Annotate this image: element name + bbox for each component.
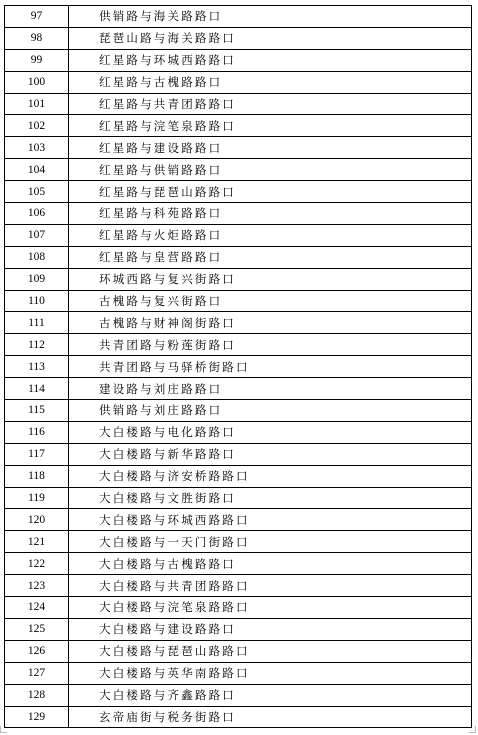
table-row <box>5 421 472 443</box>
table-row <box>5 159 472 181</box>
intersection-name-cell: 红星路与古槐路路口 <box>69 71 472 93</box>
row-number-cell: 123 <box>5 575 69 597</box>
table-row <box>5 684 472 706</box>
row-number-cell: 97 <box>5 6 69 28</box>
table-row <box>5 509 472 531</box>
row-number-cell: 100 <box>5 71 69 93</box>
table-row <box>5 27 472 49</box>
intersection-name-cell: 红星路与建设路路口 <box>69 137 472 159</box>
page-corner-mark-left <box>0 726 7 733</box>
intersection-name-cell: 大白楼路与环城西路路口 <box>69 509 472 531</box>
intersection-name-cell: 红星路与皇营路路口 <box>69 246 472 268</box>
intersection-name-cell: 琵琶山路与海关路路口 <box>69 27 472 49</box>
row-number-cell: 120 <box>5 509 69 531</box>
row-number-cell: 118 <box>5 465 69 487</box>
table-row <box>5 575 472 597</box>
intersection-name-cell: 大白楼路与文胜街路口 <box>69 487 472 509</box>
table-row <box>5 224 472 246</box>
intersection-name-cell: 大白楼路与琵琶山路路口 <box>69 640 472 662</box>
row-number-cell: 103 <box>5 137 69 159</box>
row-number-cell: 98 <box>5 27 69 49</box>
intersection-name-cell: 古槐路与财神阁街路口 <box>69 312 472 334</box>
intersection-name-cell: 大白楼路与建设路路口 <box>69 618 472 640</box>
row-number-cell: 122 <box>5 553 69 575</box>
row-number-cell: 128 <box>5 684 69 706</box>
table-row <box>5 71 472 93</box>
table-row <box>5 662 472 684</box>
intersection-table <box>4 5 472 728</box>
intersection-name-cell: 红星路与火炬路路口 <box>69 224 472 246</box>
table-row <box>5 115 472 137</box>
row-number-cell: 124 <box>5 597 69 619</box>
intersection-name-cell: 大白楼路与共青团路路口 <box>69 575 472 597</box>
row-number-cell: 111 <box>5 312 69 334</box>
intersection-name-cell: 环城西路与复兴街路口 <box>69 268 472 290</box>
intersection-name-cell: 供销路与海关路路口 <box>69 6 472 28</box>
row-number-cell: 112 <box>5 334 69 356</box>
row-number-cell: 106 <box>5 203 69 225</box>
row-number-cell: 113 <box>5 356 69 378</box>
row-number-cell: 127 <box>5 662 69 684</box>
table-row <box>5 443 472 465</box>
row-number-cell: 104 <box>5 159 69 181</box>
intersection-name-cell: 大白楼路与浣笔泉路路口 <box>69 597 472 619</box>
row-number-cell: 99 <box>5 49 69 71</box>
intersection-name-cell: 古槐路与复兴街路口 <box>69 290 472 312</box>
intersection-name-cell: 共青团路与粉莲街路口 <box>69 334 472 356</box>
table-row <box>5 378 472 400</box>
row-number-cell: 107 <box>5 224 69 246</box>
table-row <box>5 268 472 290</box>
row-number-cell: 114 <box>5 378 69 400</box>
table-row <box>5 137 472 159</box>
intersection-name-cell: 红星路与琵琶山路路口 <box>69 181 472 203</box>
row-number-cell: 115 <box>5 400 69 422</box>
intersection-name-cell: 建设路与刘庄路路口 <box>69 378 472 400</box>
intersection-name-cell: 红星路与环城西路路口 <box>69 49 472 71</box>
table-row <box>5 400 472 422</box>
intersection-name-cell: 大白楼路与齐鑫路路口 <box>69 684 472 706</box>
intersection-name-cell: 共青团路与马驿桥街路口 <box>69 356 472 378</box>
row-number-cell: 125 <box>5 618 69 640</box>
page-corner-mark-right <box>469 726 476 733</box>
table-row <box>5 640 472 662</box>
row-number-cell: 121 <box>5 531 69 553</box>
row-number-cell: 110 <box>5 290 69 312</box>
table-row <box>5 618 472 640</box>
intersection-name-cell: 红星路与供销路路口 <box>69 159 472 181</box>
row-number-cell: 129 <box>5 706 69 728</box>
intersection-name-cell: 大白楼路与英华南路路口 <box>69 662 472 684</box>
table-row <box>5 181 472 203</box>
table-row <box>5 246 472 268</box>
intersection-name-cell: 红星路与共青团路路口 <box>69 93 472 115</box>
table-row <box>5 203 472 225</box>
row-number-cell: 116 <box>5 421 69 443</box>
table-row <box>5 334 472 356</box>
intersection-name-cell: 玄帝庙街与税务街路口 <box>69 706 472 728</box>
intersection-name-cell: 大白楼路与济安桥路路口 <box>69 465 472 487</box>
table-row <box>5 553 472 575</box>
intersection-name-cell: 供销路与刘庄路路口 <box>69 400 472 422</box>
row-number-cell: 126 <box>5 640 69 662</box>
row-number-cell: 109 <box>5 268 69 290</box>
row-number-cell: 102 <box>5 115 69 137</box>
intersection-name-cell: 大白楼路与新华路路口 <box>69 443 472 465</box>
table-row <box>5 706 472 728</box>
table-row <box>5 290 472 312</box>
table-row <box>5 487 472 509</box>
row-number-cell: 101 <box>5 93 69 115</box>
intersection-name-cell: 红星路与浣笔泉路路口 <box>69 115 472 137</box>
table-row <box>5 93 472 115</box>
intersection-name-cell: 大白楼路与电化路路口 <box>69 421 472 443</box>
table-row <box>5 597 472 619</box>
table-row <box>5 312 472 334</box>
table-row <box>5 356 472 378</box>
row-number-cell: 108 <box>5 246 69 268</box>
table-row <box>5 465 472 487</box>
intersection-name-cell: 红星路与科苑路路口 <box>69 203 472 225</box>
row-number-cell: 117 <box>5 443 69 465</box>
table-body <box>5 6 472 728</box>
table-row <box>5 6 472 28</box>
table-row <box>5 531 472 553</box>
table-row <box>5 49 472 71</box>
row-number-cell: 119 <box>5 487 69 509</box>
row-number-cell: 105 <box>5 181 69 203</box>
intersection-name-cell: 大白楼路与一天门街路口 <box>69 531 472 553</box>
intersection-name-cell: 大白楼路与古槐路路口 <box>69 553 472 575</box>
